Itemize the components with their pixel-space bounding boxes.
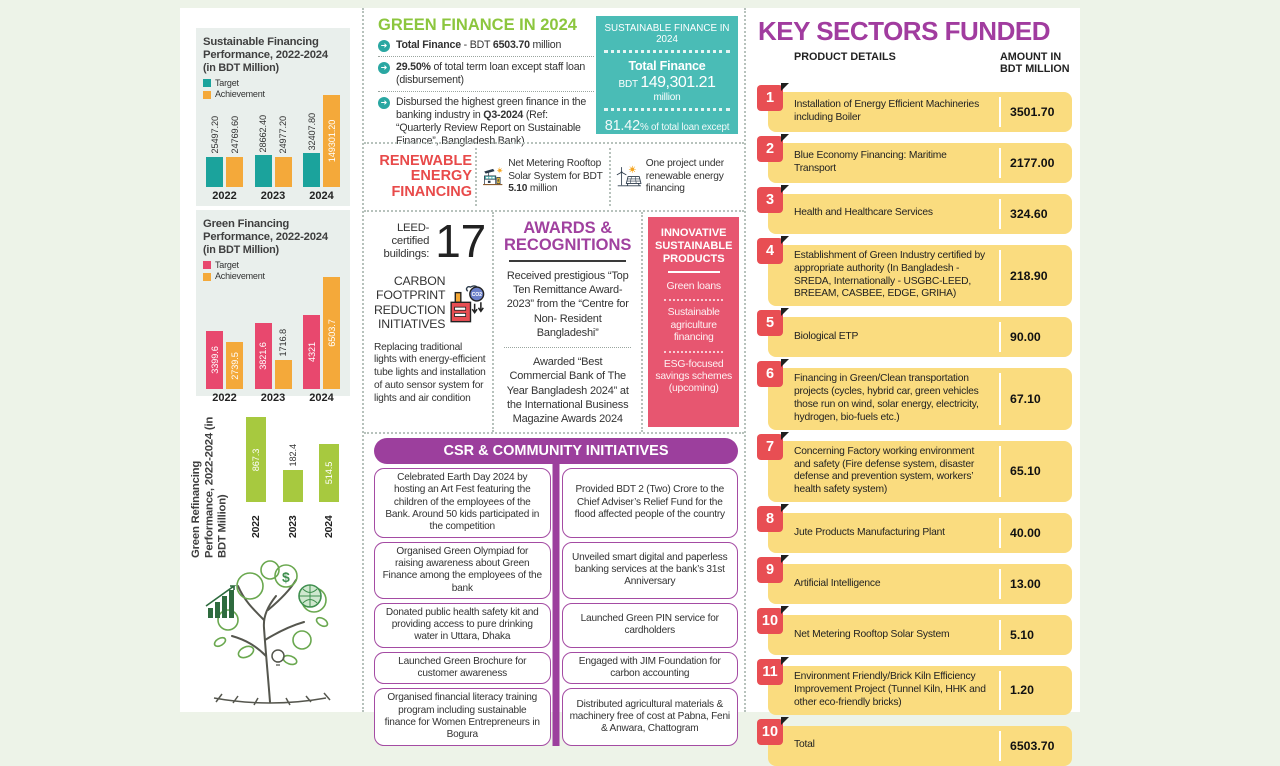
legend-swatch-achievement (203, 273, 211, 281)
box-title: INNOVATIVE SUSTAINABLE PRODUCTS (655, 227, 733, 266)
folded-corner-icon (781, 717, 789, 725)
leed-count: 17 (435, 215, 486, 267)
key-sectors-column (758, 8, 1072, 753)
renewable-item-text: One project under renewable energy financing (645, 158, 724, 195)
sector-row (765, 140, 1072, 183)
csr-item: Unveiled smart digital and paperless banking services at the bank’s 31st Anniversary (562, 542, 739, 599)
bar-target-2024 (303, 315, 320, 389)
bar-value-label: 514.5 (324, 461, 335, 485)
bar-refinancing-2023 (283, 444, 303, 502)
bullet-text: 29.50% of total term loan except staff loan (disbursement) (396, 61, 586, 86)
legend-label: Achievement (215, 89, 265, 99)
sector-row (762, 664, 1072, 715)
chart-green-refinancing (190, 398, 356, 576)
bar-achievement-2023 (275, 116, 292, 187)
legend-label: Achievement (215, 271, 265, 281)
leed-label: LEED-certified buildings: (383, 222, 430, 261)
legend-swatch-achievement (203, 91, 211, 99)
row-divider (999, 373, 1001, 424)
row-number-badge: 10 (757, 719, 783, 745)
sector-name: Blue Economy Financing: Maritime Transport (794, 149, 947, 174)
bar-refinancing-2022 (246, 417, 266, 502)
row-number-badge: 11 (757, 659, 783, 685)
sector-row (765, 366, 1072, 429)
csr-item: Organised Green Olympiad for raising awareness about Green Finance among the employees of the bank (374, 542, 551, 599)
row-divider (999, 731, 1001, 761)
renewable-energy-section (364, 142, 744, 212)
row-divider (999, 199, 1001, 229)
x-axis-label: 2023 (260, 190, 286, 203)
chart-title-text: Green Refinancing Performance, 2022-2024 (190, 433, 216, 558)
row-divider (999, 148, 1001, 178)
awards-column (492, 212, 643, 432)
bar-group (206, 331, 243, 405)
loan-percentage: 81.42% of total loan except staff loan (disbursement) (604, 118, 730, 147)
sector-row (765, 242, 1072, 306)
x-axis-label: 2023 (286, 515, 299, 538)
x-axis-label: 2022 (250, 515, 263, 538)
section-heading: RENEWABLE ENERGY FINANCING (379, 152, 472, 200)
x-axis-label: 2024 (309, 190, 334, 203)
sustainable-finance-box (596, 16, 738, 147)
bar-value-label: 24769.60 (229, 116, 240, 154)
sector-amount: 218.90 (1010, 268, 1048, 283)
box-title: SUSTAINABLE FINANCE IN 2024 (604, 23, 730, 45)
bar-chart (230, 426, 356, 538)
row-divider (999, 322, 1001, 352)
sector-amount: 90.00 (1010, 330, 1041, 345)
bar-refinancing-2024 (319, 444, 339, 502)
product-item: Sustainable agriculture financing (667, 307, 720, 344)
middle-column (362, 8, 746, 741)
x-axis-label: 2022 (212, 392, 237, 405)
bar-achievement-2024 (323, 95, 340, 187)
bar-group (255, 323, 292, 404)
bar-value-label: 2739.5 (229, 351, 240, 380)
sector-row (765, 191, 1072, 234)
bar-value-label: 3821.6 (258, 342, 268, 371)
sector-amount: 2177.00 (1010, 155, 1055, 170)
bar-value-label: 6503.7 (326, 319, 337, 348)
csr-section (374, 438, 738, 746)
folded-corner-icon (781, 606, 789, 614)
bar-target-2022 (206, 116, 223, 188)
sector-name: Financing in Green/Clean transportation projects (cycles, hybrid car, green vehicles those run on wind, solar energy, electricity, hydrogen, bio-fuels etc.) (794, 373, 979, 423)
sector-amount: 13.00 (1010, 577, 1041, 592)
sector-name: Environment Friendly/Brick Kiln Efficiency Improvement Project (Tunnel Kiln, HHK and other eco-friendly bricks) (794, 671, 986, 708)
product-item: Green loans (666, 280, 721, 292)
sector-amount: 67.10 (1010, 391, 1041, 406)
csr-item: Celebrated Earth Day 2024 by hosting an Art Fest featuring the children of the employees of the Bank. Around 50 kids participated in the competition (374, 468, 551, 538)
renewable-item (614, 150, 740, 204)
sector-name: Establishment of Green Industry certified by appropriate authority (In Bangladesh - SREDA, Internationally - USGBC-LEED, BREEAM, CASBEE, EDGE, GRIHA) (794, 249, 985, 300)
carbon-footprint-row (374, 272, 486, 334)
bar-value-label: 149301.20 (326, 119, 337, 163)
renewable-item (480, 150, 606, 204)
row-number-badge: 5 (757, 310, 783, 336)
sector-row (761, 723, 1072, 766)
green-finance-section (364, 14, 744, 147)
legend-swatch-target (203, 79, 211, 87)
total-finance-label: Total Finance (628, 59, 706, 73)
sector-row (765, 315, 1072, 357)
sector-row (765, 89, 1072, 132)
bar-target-2022 (206, 331, 223, 390)
sector-amount: 6503.70 (1010, 738, 1055, 753)
bar-group (303, 277, 340, 404)
leed-carbon-column (364, 212, 492, 432)
sector-name: Total (794, 739, 815, 751)
column-header-amount: AMOUNT IN BDT MILLION (1000, 51, 1070, 76)
heading-underline (668, 271, 720, 273)
bar-value-label: 24977.20 (278, 116, 288, 154)
bar-target-2023 (255, 323, 272, 389)
carbon-title: CARBON FOOTPRINT REDUCTION INITIATIVES (374, 273, 446, 332)
folded-corner-icon (781, 236, 789, 244)
sector-amount: 5.10 (1010, 628, 1034, 643)
row-number-badge: 9 (757, 557, 783, 583)
x-axis-label: 2024 (309, 392, 334, 405)
folded-corner-icon (781, 134, 789, 142)
sector-name: Net Metering Rooftop Solar System (794, 628, 950, 640)
csr-item: Provided BDT 2 (Two) Crore to the Chief Adviser’s Relief Fund for the flood affected people of the country (562, 468, 739, 538)
sector-name: Installation of Energy Efficient Machineries including Boiler (794, 98, 980, 123)
column-header-product: PRODUCT DETAILS (794, 51, 896, 63)
sector-amount: 40.00 (1010, 526, 1041, 541)
x-axis-label: 2022 (212, 190, 237, 203)
total-finance-amount: BDT 149,301.21 million (618, 74, 716, 103)
dotted-divider (609, 148, 611, 206)
chart-subtitle: (in BDT Million) (203, 61, 279, 74)
row-divider (999, 97, 1001, 127)
folded-corner-icon (781, 432, 789, 440)
row-number-badge: 7 (757, 434, 783, 460)
bar-target-2023 (255, 114, 272, 187)
x-axis-label: 2024 (323, 515, 336, 538)
renewable-item-text: Net Metering Rooftop Solar System for BDT 5.10 million (508, 158, 603, 195)
folded-corner-icon (781, 359, 789, 367)
row-number-badge: 1 (757, 85, 783, 111)
bar-group (206, 116, 243, 203)
folded-corner-icon (781, 555, 789, 563)
bar-value-label: 1716.8 (278, 329, 288, 357)
bar-chart (203, 288, 343, 404)
sector-name: Health and Healthcare Services (794, 207, 933, 219)
sector-amount: 1.20 (1010, 683, 1034, 698)
award-item: Received prestigious “Top Ten Remittance Award-2023” from the “Centre for Non- Resident Bangladeshi” (506, 269, 629, 339)
dotted-divider (504, 347, 631, 348)
row-number-badge: 4 (757, 238, 783, 264)
sector-name: Jute Products Manufacturing Plant (794, 526, 945, 538)
bar-value-label: 182.4 (287, 444, 298, 467)
sector-amount: 324.60 (1010, 206, 1048, 221)
dotted-divider (664, 299, 723, 301)
bullet-text: Total Finance - BDT 6503.70 million (396, 39, 562, 51)
chart-green-financing (196, 210, 350, 405)
chart-title (190, 398, 230, 558)
legend-label: Target (215, 77, 239, 88)
innovative-products-column (643, 212, 744, 432)
dotted-divider (604, 50, 730, 53)
folded-corner-icon (781, 308, 789, 316)
heading-underline (509, 260, 626, 262)
row-number-badge: 2 (757, 136, 783, 162)
row-number-badge: 6 (757, 361, 783, 387)
section-heading: AWARDS & RECOGNITIONS (504, 219, 632, 255)
bar-value-label: 32407.80 (306, 112, 317, 151)
carbon-note: Replacing traditional lights with energy-efficient tube lights and installation of auto sensor system for lights and air condition (374, 341, 486, 404)
csr-grid (374, 468, 738, 746)
sector-row (765, 511, 1072, 553)
bar-achievement-2024 (323, 277, 340, 389)
bar-value-label: 3399.6 (209, 346, 220, 374)
sector-name: Artificial Intelligence (794, 577, 881, 589)
sector-row (765, 562, 1072, 604)
folded-corner-icon (781, 504, 789, 512)
legend-swatch-target (203, 261, 211, 269)
row-divider (999, 250, 1001, 301)
bar-value-label: 28662.40 (258, 114, 268, 153)
bar-group (255, 114, 292, 203)
arrow-bullet-icon: ➜ (378, 40, 390, 52)
bar-value-label: 25497.20 (209, 116, 220, 154)
folded-corner-icon (781, 83, 789, 91)
csr-item: Donated public health safety kit and providing access to pure drinking water in Uttara, Dhaka (374, 603, 551, 648)
sector-amount: 3501.70 (1010, 104, 1055, 119)
bar-chart (203, 106, 343, 202)
row-divider (999, 620, 1001, 650)
folded-corner-icon (781, 185, 789, 193)
bar-group (246, 417, 266, 538)
bar-achievement-2023 (275, 329, 292, 390)
csr-item: Launched Green Brochure for customer awareness (374, 652, 551, 685)
solar-rooftop-building-icon (482, 150, 504, 204)
x-axis-label: 2023 (260, 392, 286, 405)
row-divider (999, 518, 1001, 548)
sector-amount: 65.10 (1010, 464, 1041, 479)
innovative-products-box (648, 217, 739, 427)
legend-label: Target (215, 259, 239, 270)
row-divider (999, 569, 1001, 599)
row-number-badge: 8 (757, 506, 783, 532)
bar-achievement-2022 (226, 342, 243, 389)
middle-detail-section (364, 212, 744, 434)
chart-sustainable-financing (196, 28, 350, 206)
chart-subtitle: (in BDT Million) (203, 416, 229, 558)
bar-value-label: 867.3 (251, 448, 262, 471)
bullet-text: Disbursed the highest green finance in the banking industry in Q3-2024 (Ref: “Quarterly Review Report on Sustainable Finance”, Bangladesh Bank) (396, 95, 587, 147)
folded-corner-icon (781, 657, 789, 665)
row-number-badge: 3 (757, 187, 783, 213)
chart-title: Sustainable Financing Performance, 2022-2024 (203, 36, 328, 61)
row-number-badge: 10 (757, 608, 783, 634)
dotted-divider (604, 108, 730, 111)
wind-turbine-solar-icon (616, 150, 642, 204)
bar-achievement-2022 (226, 116, 243, 187)
bullet-item (378, 56, 594, 91)
infographic-page (180, 8, 1080, 753)
sector-row (765, 438, 1072, 502)
bar-value-label: 4321 (306, 342, 317, 363)
bullet-item (378, 35, 594, 56)
svg-text:CO2: CO2 (471, 291, 483, 298)
sector-rows (761, 89, 1072, 766)
arrow-bullet-icon: ➜ (378, 62, 390, 74)
chart-title: Green Financing Performance, 2022-2024 (203, 218, 328, 243)
section-heading: KEY SECTORS FUNDED (758, 16, 1050, 46)
sector-name: Biological ETP (794, 330, 859, 342)
csr-item: Launched Green PIN service for cardholders (562, 603, 739, 648)
row-divider (999, 671, 1001, 710)
sector-row (761, 613, 1072, 655)
sector-name: Concerning Factory working environment and safety (Fire defense system, disaster defense and prevention system, workers’ health safety system) (794, 445, 975, 496)
leed-certified-row (374, 215, 486, 267)
csr-item: Organised financial literacy training program including sustainable finance for Women Entrepreneurs in Bogura (374, 688, 551, 745)
dotted-divider (475, 148, 477, 206)
bar-group (283, 444, 303, 538)
chart-subtitle: (in BDT Million) (203, 243, 279, 256)
bar-group (319, 444, 339, 538)
growth-tree-illustration (186, 556, 354, 708)
award-item: Awarded “Best Commercial Bank of The Year Bangladesh 2024” at the International Business Magazine Awards 2024 (506, 356, 629, 426)
row-divider (999, 446, 1001, 497)
factory-co2-icon (447, 272, 486, 334)
csr-heading: CSR & COMMUNITY INITIATIVES (374, 438, 738, 464)
bar-target-2024 (303, 112, 320, 187)
bar-group (303, 95, 340, 202)
section-heading: GREEN FINANCE IN 2024 (378, 16, 577, 34)
product-item: ESG-focused savings schemes (upcoming) (655, 358, 733, 395)
dotted-divider (664, 351, 723, 353)
arrow-bullet-icon: ➜ (378, 97, 390, 109)
csr-item: Distributed agricultural materials & machinery free of cost at Pabna, Feni & Anwara, Chattogram (562, 688, 739, 745)
csr-item: Engaged with JIM Foundation for carbon accounting (562, 652, 739, 685)
svg-text:$: $ (282, 569, 290, 585)
